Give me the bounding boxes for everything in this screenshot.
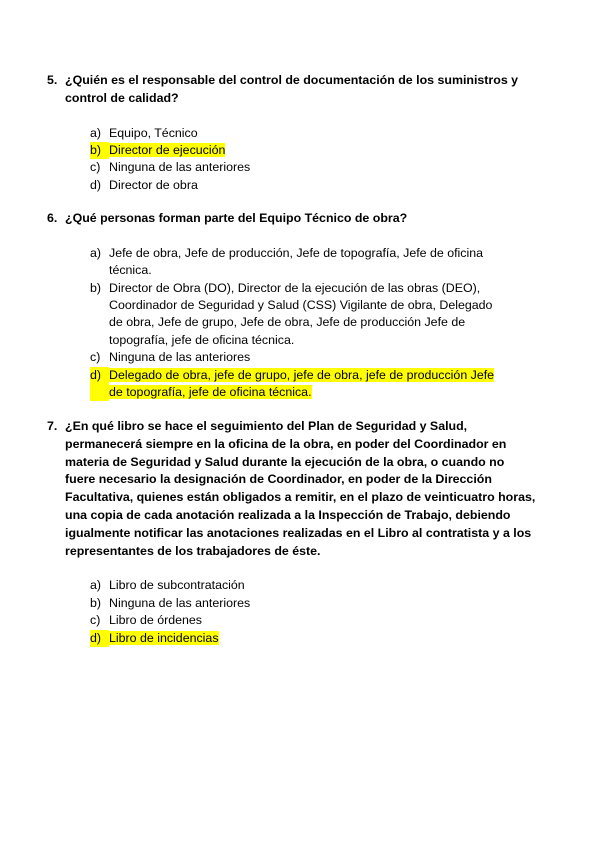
option-letter: b) — [90, 142, 109, 159]
option-c — [90, 349, 495, 366]
option-text: Director de ejecución — [109, 143, 226, 157]
question-header — [47, 210, 537, 228]
option-letter: a) — [90, 125, 102, 140]
option-d — [90, 367, 495, 402]
question-text: ¿En qué libro se hace el seguimiento del Plan de Seguridad y Salud, permanecerá siempre en la oficina de la obra, en poder del Coordinador en materia de Seguridad y Salud durante la ejecución de la obra, o cuando no fuere necesario la designación de Coordinador, en poder de la Dirección Facultativa, quienes están obligados a remitir, en el plazo de veinticuatro horas, una copia de cada anotación realizada a la Inspección de Trabajo, debiendo igualmente notificar las anotaciones realizadas en el Libro al contratista y a los representantes de los trabajadores de éste. — [65, 419, 536, 558]
option-d — [90, 177, 537, 194]
option-letter: c) — [90, 160, 101, 175]
option-text: Director de Obra (DO), Director de la ejecución de las obras (DEO), Coordinador de Seguridad y Salud (CSS) Vigilante de obra, Delegado de obra, Jefe de grupo, Jefe de obra, Jefe de producción Jefe de topografía, jefe de oficina técnica. — [109, 280, 493, 347]
option-letter: d) — [90, 177, 102, 192]
option-letter: b) — [90, 595, 102, 610]
option-b — [90, 142, 537, 159]
option-c — [90, 612, 537, 629]
options-list — [90, 125, 537, 195]
option-a — [90, 577, 537, 594]
option-text: Libro de incidencias — [109, 630, 219, 645]
option-letter: a) — [90, 245, 102, 260]
option-letter: b) — [90, 280, 102, 295]
option-b — [90, 595, 537, 612]
option-text: Ninguna de las anteriores — [109, 350, 251, 365]
options-list — [90, 577, 537, 647]
question-number: 5. — [47, 73, 58, 87]
option-b — [90, 280, 495, 350]
option-c — [90, 159, 537, 176]
option-letter: a) — [90, 578, 102, 593]
option-letter: d) — [90, 367, 109, 402]
question-number: 6. — [47, 211, 58, 225]
option-letter: d) — [90, 630, 109, 647]
option-letter: c) — [90, 613, 101, 628]
option-letter: c) — [90, 350, 101, 365]
option-text: Jefe de obra, Jefe de producción, Jefe de topografía, Jefe de oficina técnica. — [109, 245, 484, 278]
option-text: Director de obra — [109, 177, 198, 192]
question-text: ¿Quién es el responsable del control de documentación de los suministros y control de calidad? — [65, 73, 519, 105]
option-text: Equipo, Técnico — [109, 125, 198, 140]
question-header — [47, 72, 537, 108]
option-a — [90, 245, 495, 280]
question-text: ¿Qué personas forman parte del Equipo Técnico de obra? — [65, 211, 408, 225]
option-text: Ninguna de las anteriores — [109, 160, 251, 175]
question-5 — [47, 72, 537, 194]
option-d — [90, 630, 537, 647]
question-7 — [47, 418, 537, 647]
question-header — [47, 418, 537, 560]
option-a — [90, 125, 537, 142]
option-text: Delegado de obra, jefe de grupo, jefe de obra, jefe de producción Jefe de topografía, jefe de oficina técnica. — [109, 367, 495, 400]
option-text: Libro de órdenes — [109, 613, 202, 628]
option-text: Ninguna de las anteriores — [109, 595, 251, 610]
question-number: 7. — [47, 419, 58, 433]
question-6 — [47, 210, 537, 401]
options-list — [90, 245, 495, 402]
option-text: Libro de subcontratación — [109, 578, 245, 593]
